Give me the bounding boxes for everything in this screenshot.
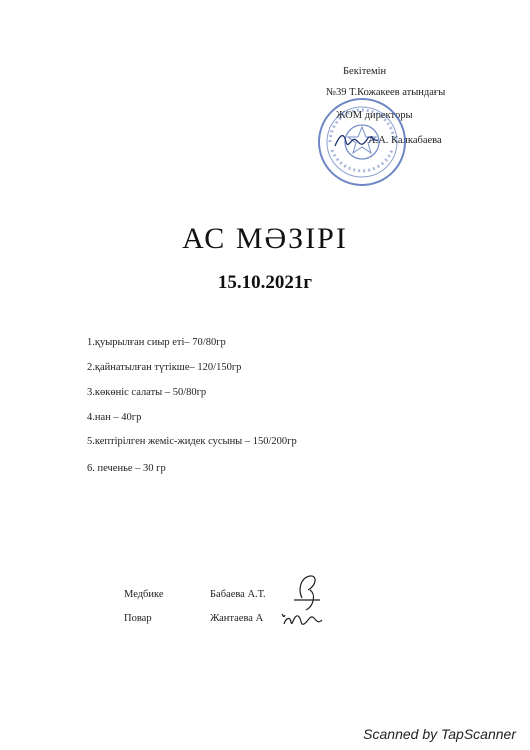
menu-item-2: 2.қайнатылған түтікше– 120/150гр	[87, 362, 242, 373]
director-signature	[332, 128, 380, 156]
page-title: АС МӘЗІРІ	[182, 222, 348, 255]
medic-name: Бабаева А.Т.	[210, 589, 266, 600]
menu-item-6: 6. печенье – 30 гр	[87, 463, 166, 474]
menu-item-3: 3.көкөніс салаты – 50/80гр	[87, 387, 207, 398]
approval-heading: Бекітемін	[343, 66, 387, 77]
scanner-watermark: Scanned by TapScanner	[363, 726, 516, 742]
menu-item-5: 5.кептірілген жеміс-жидек сусыны – 150/200гр	[87, 436, 297, 447]
menu-item-4: 4.нан – 40гр	[87, 412, 142, 423]
cook-label: Повар	[124, 613, 152, 624]
approval-director-name: А.А. Калкабаева	[368, 135, 442, 146]
approval-school: №39 Т.Кожакеев атындағы	[326, 87, 446, 98]
cook-name: Жантаева А	[210, 613, 264, 624]
approval-position: ЖОМ директоры	[336, 110, 413, 121]
menu-item-1: 1.қуырылған сиыр еті– 70/80гр	[87, 337, 226, 348]
medic-label: Медбике	[124, 589, 164, 600]
cook-signature	[280, 608, 326, 634]
menu-date: 15.10.2021г	[217, 272, 313, 293]
